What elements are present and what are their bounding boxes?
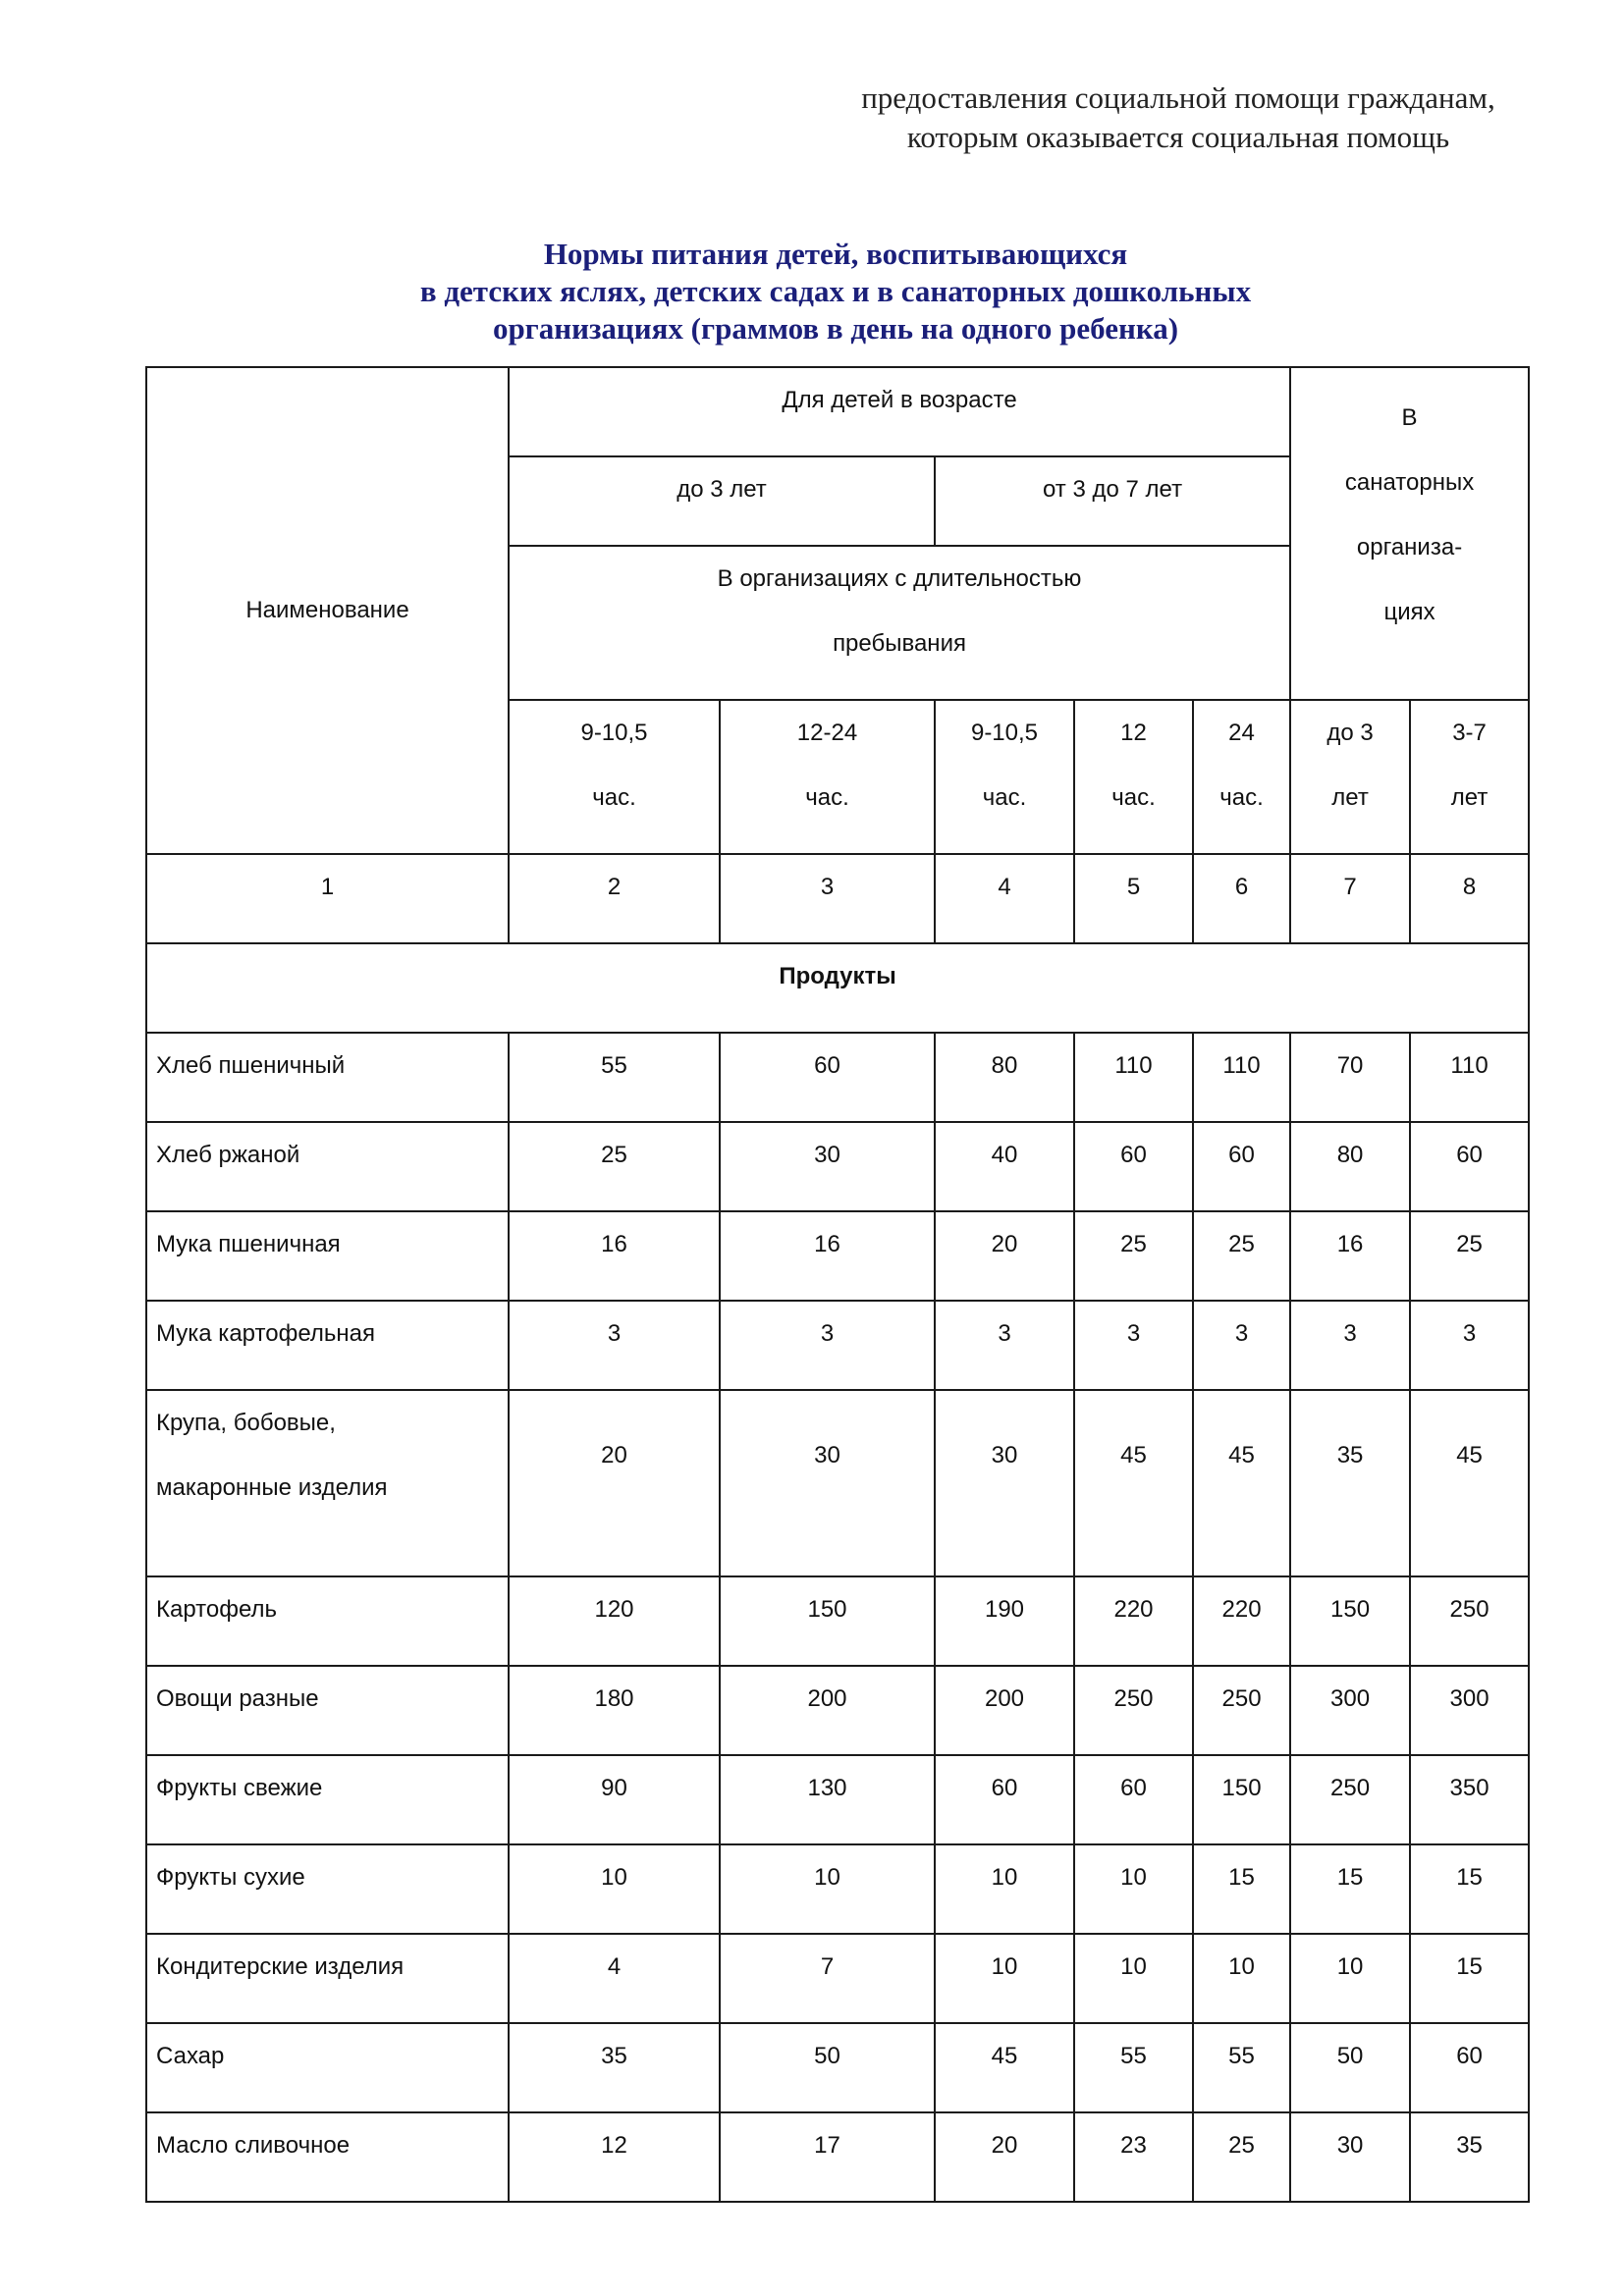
row-value: 10 [1290, 1934, 1410, 2023]
row-value: 90 [509, 1755, 720, 1844]
row-value: 3 [720, 1301, 935, 1390]
row-value: 30 [1290, 2112, 1410, 2202]
row-value: 10 [935, 1844, 1074, 1934]
row-value: 70 [1290, 1033, 1410, 1122]
subheader-line-1: 24 [1228, 720, 1255, 746]
row-value: 16 [1290, 1211, 1410, 1301]
row-value: 190 [935, 1576, 1074, 1666]
header-age-group-cell [509, 367, 1290, 456]
row-value: 80 [1290, 1122, 1410, 1211]
row-value: 55 [1193, 2023, 1290, 2112]
subheader-line-1: до 3 [1326, 720, 1374, 746]
row-value: 25 [1193, 2112, 1290, 2202]
row-value: 10 [935, 1934, 1074, 2023]
subheader-line-1: 9-10,5 [580, 720, 648, 746]
row-name-line-2: макаронные изделия [156, 1474, 388, 1501]
table-row [146, 1666, 1529, 1755]
row-name: Масло сливочное [146, 2112, 509, 2202]
row-value: 110 [1410, 1033, 1529, 1122]
subheader-cell [720, 700, 935, 854]
row-value: 15 [1410, 1844, 1529, 1934]
row-value: 80 [935, 1033, 1074, 1122]
row-value: 3 [1074, 1301, 1193, 1390]
subheader-line-1: 9-10,5 [970, 720, 1039, 746]
header-3to7-label: от 3 до 7 лет [1042, 476, 1183, 503]
table-row [146, 1211, 1529, 1301]
row-name: Мука картофельная [146, 1301, 509, 1390]
row-value: 50 [720, 2023, 935, 2112]
sanatorium-line-1: В [1401, 404, 1418, 431]
subheader-line-2: час. [1219, 784, 1264, 811]
row-value: 7 [720, 1934, 935, 2023]
row-value: 4 [509, 1934, 720, 2023]
row-value: 120 [509, 1576, 720, 1666]
row-value: 300 [1410, 1666, 1529, 1755]
row-value: 200 [935, 1666, 1074, 1755]
row-value-text: 45 [1456, 1442, 1483, 1468]
row-value: 250 [1410, 1576, 1529, 1666]
row-value-text: 30 [991, 1442, 1018, 1468]
subheader-line-2: час. [592, 784, 636, 811]
sanatorium-line-2: санаторных [1344, 469, 1475, 496]
header-3to7-cell [935, 456, 1290, 546]
row-value: 17 [720, 2112, 935, 2202]
header-note-line-1: предоставления социальной помощи гражданам, [861, 80, 1495, 115]
table-row [146, 1755, 1529, 1844]
subheader-cell [509, 700, 720, 854]
row-value [1074, 1390, 1193, 1576]
header-under3-cell [509, 456, 935, 546]
subheader-cell [1290, 700, 1410, 854]
row-value: 60 [1074, 1755, 1193, 1844]
table-row [146, 1390, 1529, 1576]
subheader-line-2: час. [982, 784, 1027, 811]
row-value: 150 [1290, 1576, 1410, 1666]
row-value: 55 [509, 1033, 720, 1122]
header-name-label: Наименование [245, 597, 409, 623]
row-value: 25 [1074, 1211, 1193, 1301]
row-value: 130 [720, 1755, 935, 1844]
row-value [720, 1390, 935, 1576]
row-value: 60 [1410, 1122, 1529, 1211]
row-value: 3 [1410, 1301, 1529, 1390]
row-value: 220 [1074, 1576, 1193, 1666]
header-age-group-label: Для детей в возрасте [782, 387, 1017, 413]
row-value: 25 [509, 1122, 720, 1211]
row-value: 150 [720, 1576, 935, 1666]
row-value [935, 1390, 1074, 1576]
column-number: 4 [935, 854, 1074, 943]
title-line-1: Нормы питания детей, воспитывающихся [543, 237, 1128, 271]
subheader-line-2: час. [805, 784, 849, 811]
column-number: 2 [509, 854, 720, 943]
subheader-line-1: 3-7 [1452, 720, 1487, 746]
title-line-3: организациях (граммов в день на одного ребенка) [492, 311, 1179, 346]
row-value-text: 30 [814, 1442, 840, 1468]
row-value: 12 [509, 2112, 720, 2202]
subheader-cell [1193, 700, 1290, 854]
row-value: 10 [1074, 1934, 1193, 2023]
row-value-text: 45 [1120, 1442, 1147, 1468]
column-number: 3 [720, 854, 935, 943]
section-row [146, 943, 1529, 1033]
row-name: Картофель [146, 1576, 509, 1666]
row-value: 15 [1193, 1844, 1290, 1934]
row-value: 250 [1193, 1666, 1290, 1755]
subheader-line-1: 12 [1120, 720, 1147, 746]
header-note-line-2: которым оказывается социальная помощь [906, 120, 1450, 154]
column-number: 5 [1074, 854, 1193, 943]
row-name-line-1: Крупа, бобовые, [156, 1410, 336, 1436]
column-number: 8 [1410, 854, 1529, 943]
document-title [145, 236, 1526, 347]
row-value: 60 [935, 1755, 1074, 1844]
row-value: 60 [1193, 1122, 1290, 1211]
table-row [146, 1301, 1529, 1390]
row-value: 10 [1193, 1934, 1290, 2023]
row-value: 20 [935, 1211, 1074, 1301]
table-row [146, 1122, 1529, 1211]
row-value: 35 [1410, 2112, 1529, 2202]
row-value: 10 [720, 1844, 935, 1934]
row-name: Фрукты свежие [146, 1755, 509, 1844]
sanatorium-line-4: циях [1383, 599, 1435, 625]
row-value [1410, 1390, 1529, 1576]
row-value: 200 [720, 1666, 935, 1755]
row-name: Сахар [146, 2023, 509, 2112]
row-name: Кондитерские изделия [146, 1934, 509, 2023]
sanatorium-line-3: организа- [1356, 534, 1463, 561]
row-value: 350 [1410, 1755, 1529, 1844]
table-row [146, 1844, 1529, 1934]
row-value: 110 [1193, 1033, 1290, 1122]
header-sanatorium-cell [1290, 367, 1529, 700]
header-under3-label: до 3 лет [677, 476, 767, 503]
row-value: 15 [1290, 1844, 1410, 1934]
row-value: 35 [509, 2023, 720, 2112]
row-value [1290, 1390, 1410, 1576]
row-value: 110 [1074, 1033, 1193, 1122]
row-value: 60 [1410, 2023, 1529, 2112]
title-line-2: в детских яслях, детских садах и в санаторных дошкольных [419, 274, 1252, 308]
row-value [1193, 1390, 1290, 1576]
row-value: 220 [1193, 1576, 1290, 1666]
row-value: 10 [1074, 1844, 1193, 1934]
row-value: 3 [1193, 1301, 1290, 1390]
row-value: 180 [509, 1666, 720, 1755]
subheader-cell [935, 700, 1074, 854]
subheader-cell [1410, 700, 1529, 854]
row-value: 25 [1193, 1211, 1290, 1301]
table-row [146, 1934, 1529, 2023]
row-value: 250 [1290, 1755, 1410, 1844]
subheader-line-1: 12-24 [796, 720, 858, 746]
row-value: 23 [1074, 2112, 1193, 2202]
row-value: 40 [935, 1122, 1074, 1211]
column-number: 7 [1290, 854, 1410, 943]
row-name: Хлеб ржаной [146, 1122, 509, 1211]
table-row [146, 1033, 1529, 1122]
row-value: 16 [509, 1211, 720, 1301]
header-note [835, 79, 1522, 157]
table-row [146, 2112, 1529, 2202]
subheader-line-2: лет [1331, 784, 1369, 811]
row-name: Хлеб пшеничный [146, 1033, 509, 1122]
header-row-age [146, 367, 1529, 456]
duration-line-1: В организациях с длительностью [717, 565, 1082, 592]
row-value: 3 [509, 1301, 720, 1390]
column-number: 1 [146, 854, 509, 943]
row-name: Мука пшеничная [146, 1211, 509, 1301]
row-value: 20 [935, 2112, 1074, 2202]
row-value: 3 [935, 1301, 1074, 1390]
row-value: 3 [1290, 1301, 1410, 1390]
column-numbers-row [146, 854, 1529, 943]
section-label: Продукты [146, 943, 1529, 1033]
row-value-text: 45 [1228, 1442, 1255, 1468]
row-value: 30 [720, 1122, 935, 1211]
row-value: 60 [1074, 1122, 1193, 1211]
nutrition-norms-table [145, 366, 1530, 2203]
row-value: 250 [1074, 1666, 1193, 1755]
row-name: Овощи разные [146, 1666, 509, 1755]
header-duration-cell [509, 546, 1290, 700]
table-row [146, 2023, 1529, 2112]
row-value: 300 [1290, 1666, 1410, 1755]
row-name [146, 1390, 509, 1576]
row-value: 15 [1410, 1934, 1529, 2023]
table-row [146, 1576, 1529, 1666]
row-value-text: 20 [601, 1442, 627, 1468]
subheader-line-2: лет [1450, 784, 1489, 811]
row-value: 50 [1290, 2023, 1410, 2112]
row-value: 150 [1193, 1755, 1290, 1844]
subheader-line-2: час. [1111, 784, 1156, 811]
row-value-text: 35 [1336, 1442, 1364, 1468]
column-number: 6 [1193, 854, 1290, 943]
row-value: 16 [720, 1211, 935, 1301]
row-value: 10 [509, 1844, 720, 1934]
header-name-cell [146, 367, 509, 854]
row-value: 45 [935, 2023, 1074, 2112]
row-value [509, 1390, 720, 1576]
row-value: 60 [720, 1033, 935, 1122]
duration-line-2: пребывания [833, 630, 966, 657]
subheader-cell [1074, 700, 1193, 854]
row-name: Фрукты сухие [146, 1844, 509, 1934]
row-value: 55 [1074, 2023, 1193, 2112]
row-value: 25 [1410, 1211, 1529, 1301]
